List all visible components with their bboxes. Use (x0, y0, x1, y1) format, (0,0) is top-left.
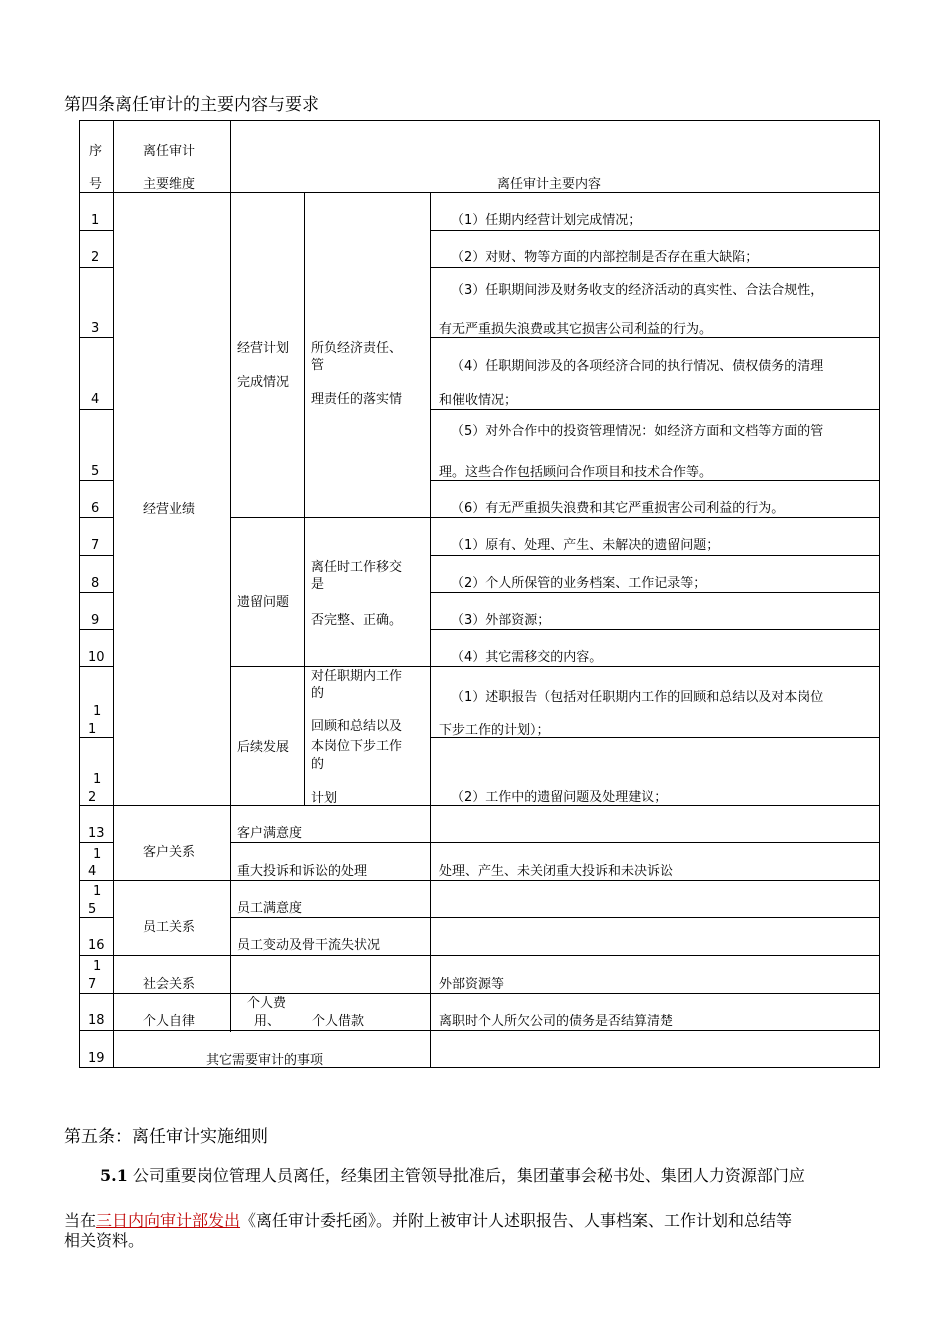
content-cell: （2）工作中的遗留问题及处理建议； (451, 790, 668, 805)
item-complaints: 重大投诉和诉讼的处理 (237, 864, 368, 879)
content-cell: （4）任职期间涉及的各项经济合同的执行情况、债权债务的清理 (451, 359, 824, 374)
content-cell: （1）任期内经营计划完成情况； (451, 213, 642, 228)
content-cell: （3）任职期间涉及财务收支的经济活动的真实性、合法合规性， (451, 283, 824, 298)
paragraph-text: 当在 (64, 1211, 97, 1230)
content-cell: 处理、产生、未关闭重大投诉和未决诉讼 (439, 864, 674, 879)
header-dim-bottom: 主要维度 (143, 177, 196, 192)
content-cell: （2）对财、物等方面的内部控制是否存在重大缺陷； (451, 250, 759, 265)
content-cell: 外部资源等 (439, 977, 505, 992)
group-handover-a: 离任时工作移交 (311, 560, 403, 575)
content-cell: （1）述职报告（包括对任职期内工作的回顾和总结以及对本岗位 (451, 690, 824, 705)
content-cell: （6）有无严重损失浪费和其它严重损害公司利益的行为。 (451, 501, 785, 516)
group-employee: 员工关系 (143, 920, 196, 935)
content-cell: 有无严重损失浪费或其它损害公司利益的行为。 (439, 322, 713, 337)
content-cell: 下步工作的计划）； (439, 723, 550, 738)
row-num: 5 (91, 464, 100, 479)
group-review-d: 本岗位下步工作 (311, 739, 403, 754)
group-handover-c: 否完整、正确。 (311, 613, 403, 628)
header-seq-top: 序 (89, 144, 103, 159)
row-num: 16 (88, 938, 105, 953)
clause-number: 5.1 (100, 1166, 128, 1185)
group-plan-b: 完成情况 (237, 375, 290, 390)
row-num: 7 (88, 977, 97, 992)
group-follow: 后续发展 (237, 740, 290, 755)
highlighted-text: 三日内向审计部发出 (96, 1211, 241, 1230)
row-num: 7 (91, 538, 100, 553)
row-num: 4 (91, 392, 100, 407)
row-num: 4 (88, 864, 97, 879)
row-num: 1 (91, 213, 100, 228)
item-employee-satisfaction: 员工满意度 (237, 901, 303, 916)
row-num: 5 (88, 902, 97, 917)
item-loan: 个人借款 (312, 1014, 365, 1029)
group-legacy: 遗留问题 (237, 595, 290, 610)
row-num: 1 (88, 722, 97, 737)
header-seq-bottom: 号 (89, 177, 103, 192)
item-turnover: 员工变动及骨干流失状况 (237, 938, 381, 953)
content-cell: （4）其它需移交的内容。 (451, 650, 603, 665)
row-num: 18 (88, 1013, 105, 1028)
row-num: 1 (93, 704, 102, 719)
group-review-a: 对任职期内工作 (311, 669, 403, 684)
content-cell: （3）外部资源； (451, 613, 551, 628)
row-num: 1 (93, 847, 102, 862)
content-cell: （5）对外合作中的投资管理情况：如经济方面和文档等方面的管 (451, 424, 824, 439)
article-4-heading: 第四条离任审计的主要内容与要求 (64, 95, 319, 115)
content-cell: （1）原有、处理、产生、未解决的遗留问题； (451, 538, 720, 553)
dim-self-discipline: 个人自律 (143, 1014, 196, 1029)
group-review-e: 的 (311, 757, 325, 772)
group-resp-a: 所负经济责任、 (311, 341, 403, 356)
row-num: 3 (91, 321, 100, 336)
row-num: 13 (88, 826, 105, 841)
item-expense-a: 个人费 (247, 996, 287, 1011)
group-resp-b: 管 (311, 358, 325, 373)
group-plan-a: 经营计划 (237, 341, 290, 356)
row-num: 10 (88, 650, 105, 665)
content-cell: （2）个人所保管的业务档案、工作记录等； (451, 576, 707, 591)
paragraph-line-1 (64, 1163, 894, 1186)
row-num: 8 (91, 576, 100, 591)
item-customer-satisfaction: 客户满意度 (237, 826, 303, 841)
paragraph-line-3: 相关资料。 (64, 1231, 145, 1250)
row-num: 6 (91, 501, 100, 516)
row-num: 2 (88, 790, 97, 805)
group-review-c: 回顾和总结以及 (311, 719, 403, 734)
article-5-heading: 第五条：离任审计实施细则 (64, 1127, 268, 1147)
row-num: 1 (93, 884, 102, 899)
content-cell: 离职时个人所欠公司的债务是否结算清楚 (439, 1014, 674, 1029)
row-num: 1 (93, 772, 102, 787)
row-num: 2 (91, 250, 100, 265)
row-num: 19 (88, 1051, 105, 1066)
content-cell: 和催收情况； (439, 393, 518, 408)
group-business: 经营业绩 (143, 502, 196, 517)
group-resp-c: 理责任的落实情 (311, 392, 403, 407)
row-num: 1 (93, 959, 102, 974)
paragraph-text: 《离任审计委托函》。并附上被审计人述职报告、人事档案、工作计划和总结等 (240, 1211, 793, 1230)
row-num: 9 (91, 613, 100, 628)
dim-other: 其它需要审计的事项 (206, 1053, 324, 1068)
dim-social: 社会关系 (143, 977, 196, 992)
group-customer: 客户关系 (143, 845, 196, 860)
group-review-b: 的 (311, 686, 325, 701)
audit-content-table (79, 120, 880, 1068)
group-review-f: 计划 (311, 791, 338, 806)
header-dim-top: 离任审计 (143, 144, 196, 159)
content-cell: 理。这些合作包括顾问合作项目和技术合作等。 (439, 465, 713, 480)
group-handover-b: 是 (311, 577, 325, 592)
paragraph-text: 公司重要岗位管理人员离任，经集团主管领导批准后，集团董事会秘书处、集团人力资源部门应 (127, 1166, 805, 1185)
header-content: 离任审计主要内容 (497, 177, 602, 192)
item-expense-b: 用、 (254, 1014, 281, 1029)
